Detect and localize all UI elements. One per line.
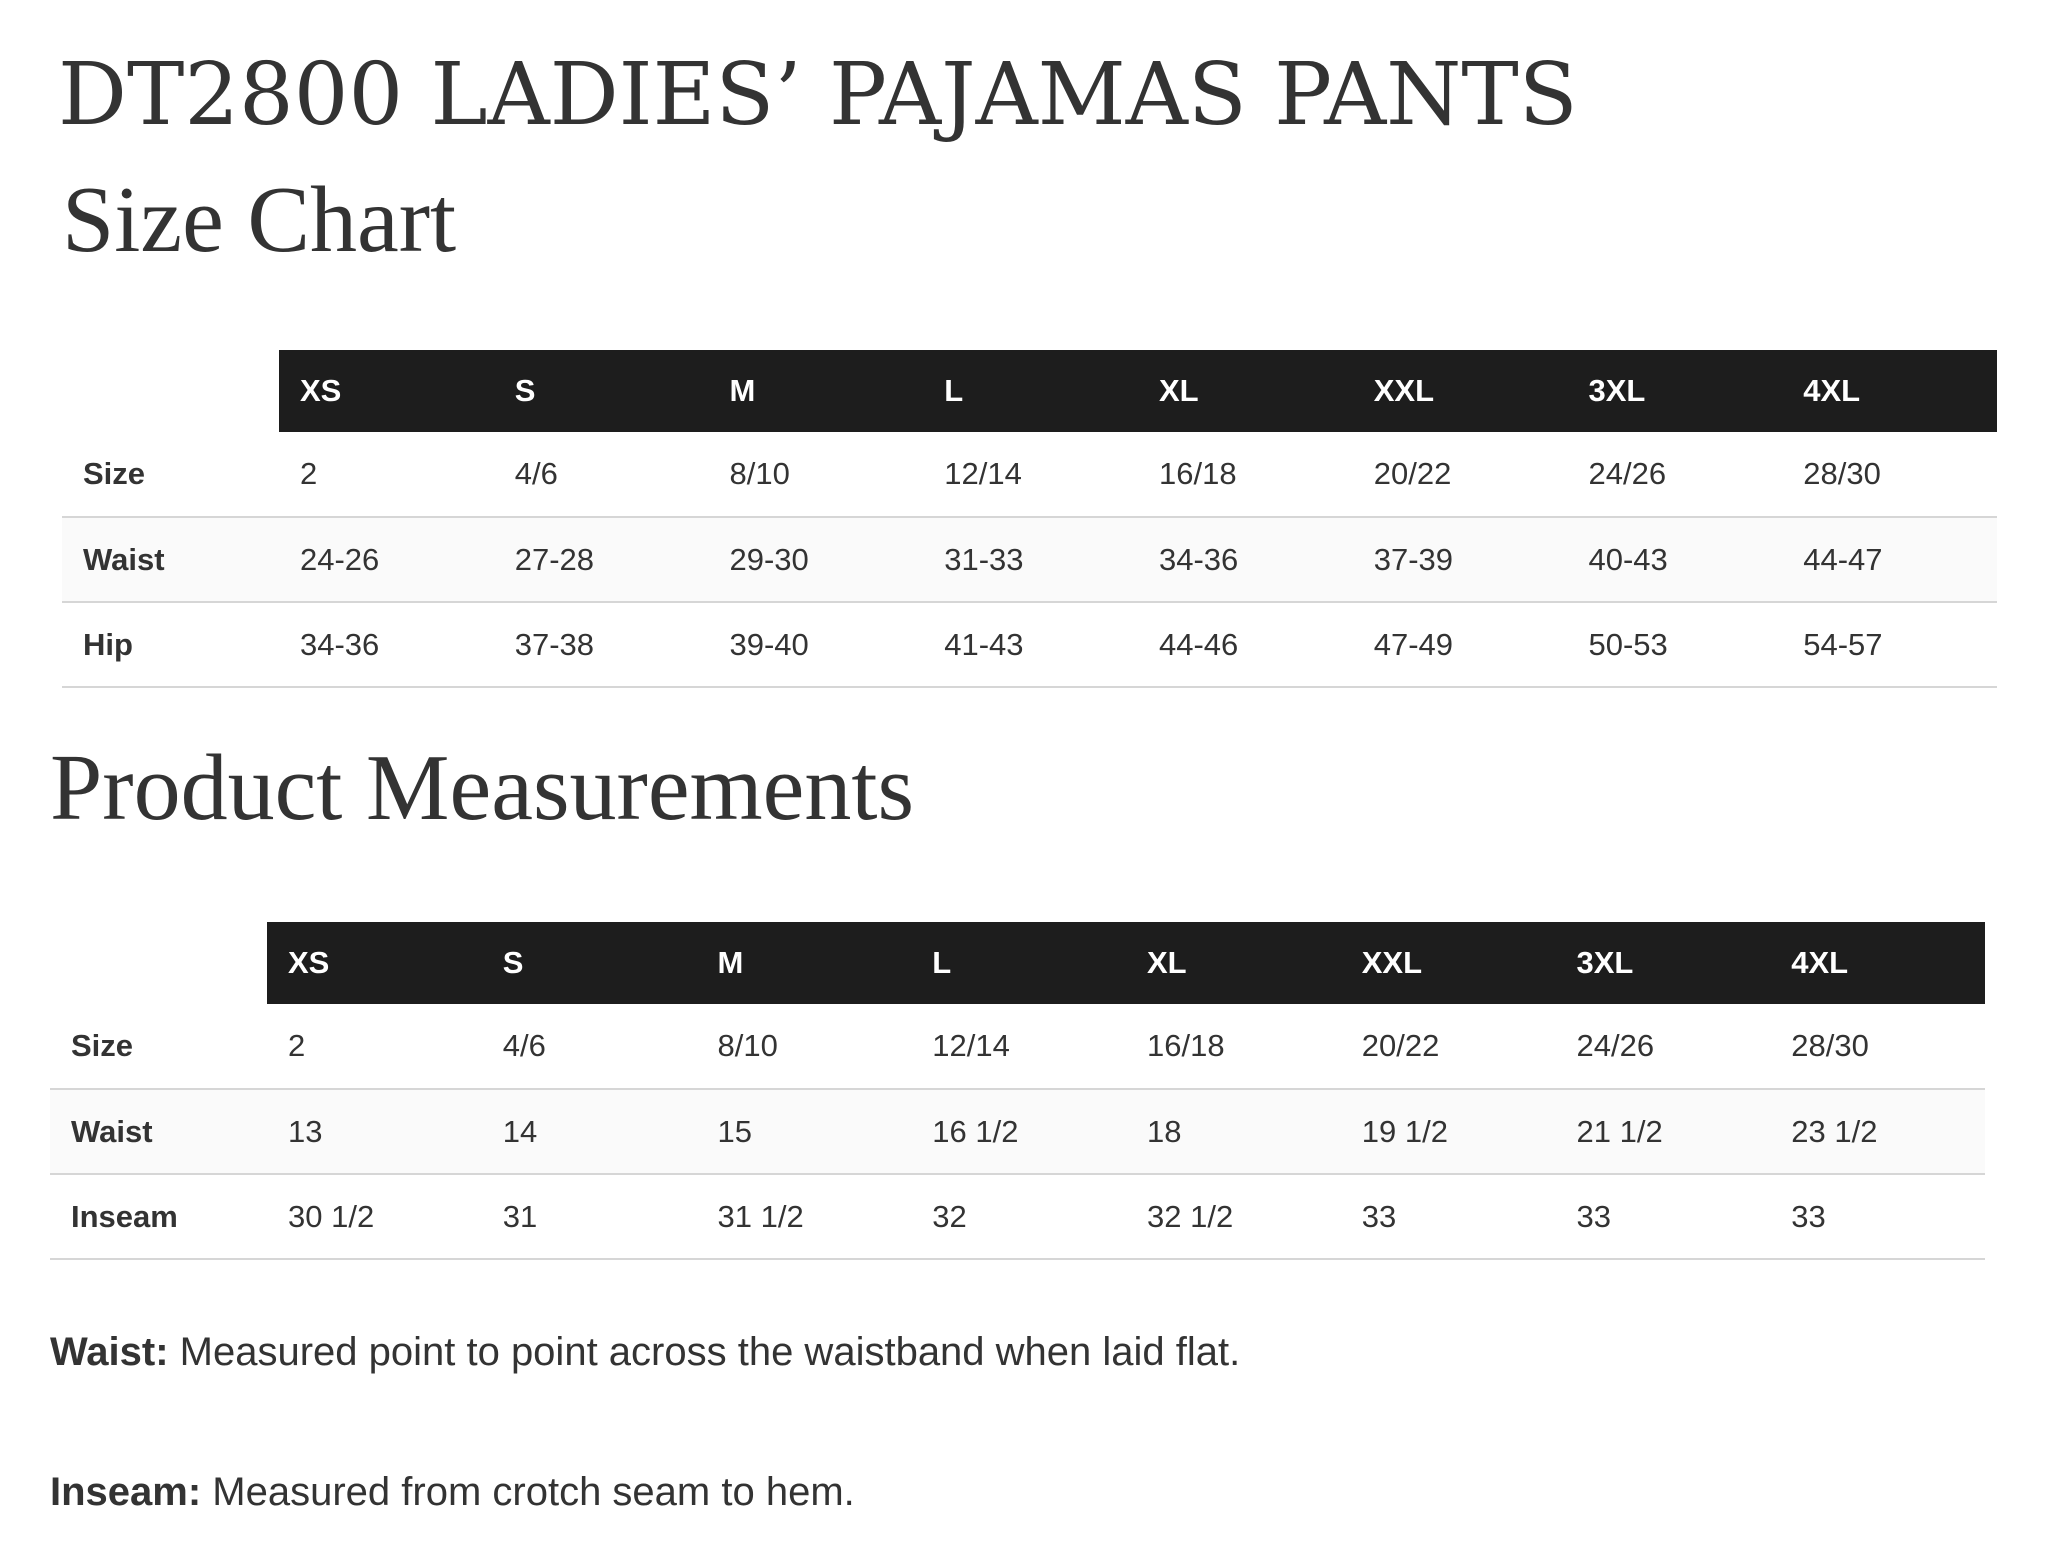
row-label: Size xyxy=(83,456,146,491)
table-cell: 28/30 xyxy=(1803,456,1881,491)
column-header: XS xyxy=(267,922,482,1004)
table-cell: 33 xyxy=(1576,1198,1611,1234)
table-cell: 19 1/2 xyxy=(1361,1113,1448,1149)
table-cell: 31-33 xyxy=(944,541,1024,577)
table-cell: 13 xyxy=(288,1113,323,1149)
table-cell: 4/6 xyxy=(502,1028,546,1063)
table-cell: 47-49 xyxy=(1373,626,1454,662)
table-cell: 28/30 xyxy=(1791,1028,1869,1063)
row-label: Waist xyxy=(71,1113,153,1149)
table-cell: 21 1/2 xyxy=(1576,1113,1663,1149)
column-header: XXL xyxy=(1341,922,1556,1004)
table-cell: 33 xyxy=(1361,1198,1397,1234)
note-text: Measured point to point across the waistband when laid flat. xyxy=(168,1330,1241,1374)
column-header: XXL xyxy=(1353,350,1568,432)
table-cell: 37-38 xyxy=(514,626,595,662)
column-header: S xyxy=(482,922,697,1004)
table-cell: 16 1/2 xyxy=(932,1113,1019,1149)
inseam-note xyxy=(50,1468,855,1516)
column-header: L xyxy=(911,922,1126,1004)
table-cell: 54-57 xyxy=(1803,626,1883,662)
product-measurements-heading: Product Measurements xyxy=(50,736,915,840)
table-cell: 27-28 xyxy=(514,541,595,577)
table-cell: 44-47 xyxy=(1803,541,1883,577)
table-row xyxy=(62,517,1997,602)
table-row xyxy=(50,1004,1985,1089)
table-cell: 40-43 xyxy=(1588,541,1668,577)
column-header: XL xyxy=(1138,350,1353,432)
note-term: Inseam: xyxy=(50,1470,202,1514)
note-term: Waist: xyxy=(50,1330,169,1374)
table-cell: 33 xyxy=(1791,1198,1826,1234)
column-header: S xyxy=(494,350,709,432)
table-cell: 24/26 xyxy=(1576,1028,1655,1063)
table-cell: 20/22 xyxy=(1373,456,1452,491)
column-header: 4XL xyxy=(1770,922,1985,1004)
table-cell: 44-46 xyxy=(1159,626,1239,662)
table-row xyxy=(62,602,1997,687)
table-cell: 41-43 xyxy=(944,626,1024,662)
table-cell: 23 1/2 xyxy=(1791,1113,1878,1149)
page-title: DT2800 LADIES’ PAJAMAS PANTS xyxy=(58,45,1578,145)
size-chart-table xyxy=(62,350,1997,688)
table-cell: 16/18 xyxy=(1159,456,1237,491)
table-cell: 24-26 xyxy=(300,541,380,577)
table-header-row xyxy=(50,922,1985,1004)
table-cell: 8/10 xyxy=(729,456,790,491)
table-cell: 32 xyxy=(932,1198,967,1234)
column-header: 3XL xyxy=(1556,922,1771,1004)
table-cell: 15 xyxy=(717,1113,752,1149)
table-cell: 2 xyxy=(288,1028,306,1063)
size-chart-heading: Size Chart xyxy=(62,168,457,272)
table-row xyxy=(50,1089,1985,1174)
table-cell: 8/10 xyxy=(717,1028,778,1063)
row-label: Hip xyxy=(83,626,133,662)
column-header: M xyxy=(697,922,912,1004)
column-header: L xyxy=(923,350,1138,432)
table-cell: 12/14 xyxy=(944,456,1022,491)
column-header: XS xyxy=(279,350,494,432)
table-cell: 32 1/2 xyxy=(1147,1198,1234,1234)
row-label: Inseam xyxy=(71,1198,178,1234)
table-cell: 29-30 xyxy=(729,541,809,577)
waist-note xyxy=(50,1328,1240,1376)
table-cell: 4/6 xyxy=(514,456,558,491)
column-header: 3XL xyxy=(1568,350,1783,432)
column-header: M xyxy=(709,350,924,432)
row-label: Waist xyxy=(83,541,165,577)
table-row xyxy=(50,1174,1985,1259)
column-header: XL xyxy=(1126,922,1341,1004)
table-cell: 2 xyxy=(300,456,318,491)
table-cell: 31 xyxy=(502,1198,538,1234)
table-cell: 37-39 xyxy=(1373,541,1454,577)
table-header-row xyxy=(62,350,1997,432)
table-corner-cell xyxy=(50,922,267,1004)
table-cell: 18 xyxy=(1147,1113,1182,1149)
table-corner-cell xyxy=(62,350,279,432)
table-cell: 12/14 xyxy=(932,1028,1010,1063)
table-cell: 34-36 xyxy=(300,626,380,662)
note-text: Measured from crotch seam to hem. xyxy=(201,1470,855,1514)
table-cell: 20/22 xyxy=(1361,1028,1440,1063)
column-header: 4XL xyxy=(1782,350,1997,432)
table-cell: 16/18 xyxy=(1147,1028,1225,1063)
table-cell: 34-36 xyxy=(1159,541,1239,577)
row-label: Size xyxy=(71,1028,134,1063)
table-cell: 30 1/2 xyxy=(288,1198,375,1234)
table-row xyxy=(62,432,1997,517)
table-cell: 14 xyxy=(502,1113,538,1149)
product-measurements-table xyxy=(50,922,1985,1260)
table-cell: 50-53 xyxy=(1588,626,1668,662)
table-cell: 31 1/2 xyxy=(717,1198,804,1234)
table-cell: 39-40 xyxy=(729,626,809,662)
table-cell: 24/26 xyxy=(1588,456,1667,491)
